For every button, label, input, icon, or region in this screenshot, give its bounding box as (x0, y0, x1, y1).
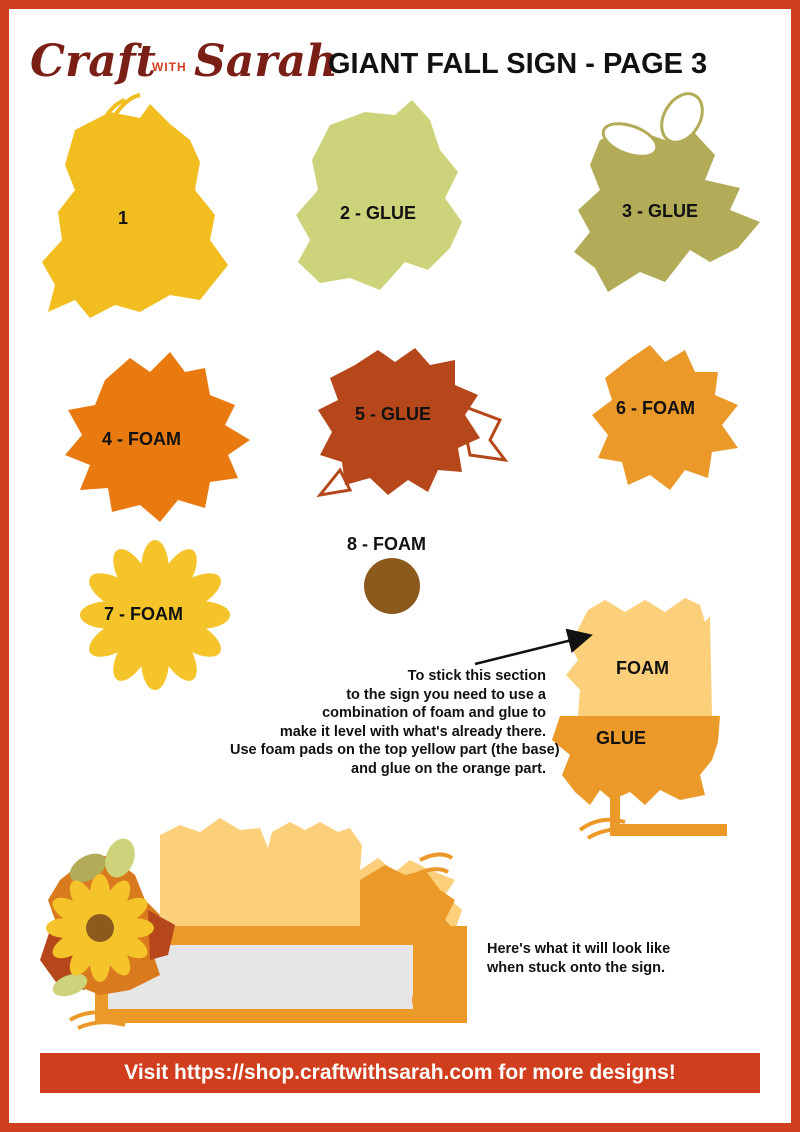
piece-4-label: 4 - FOAM (102, 429, 181, 449)
piece-2-shape (296, 100, 462, 290)
instruction-line: to the sign you need to use a (346, 686, 546, 703)
instruction-line: Use foam pads on the top yellow part (the base) (230, 742, 560, 759)
instruction-line: To stick this section (407, 668, 546, 684)
logo-with: WITH (152, 60, 187, 74)
piece-5-label: 5 - GLUE (355, 404, 432, 424)
logo-sarah: Sarah (194, 36, 338, 87)
preview-caption-line: when stuck onto the sign. (487, 960, 666, 976)
piece-8-label: 8 - FOAM (347, 534, 426, 554)
piece-3-shape (574, 86, 760, 292)
foam-part-label: FOAM (616, 658, 669, 678)
piece-3-label: 3 - GLUE (622, 201, 699, 221)
preview-caption-line: Here's what it will look like (487, 941, 671, 957)
page-title: GIANT FALL SIGN - PAGE 3 (328, 48, 708, 80)
footer-banner[interactable] (40, 1053, 760, 1093)
instruction-line: make it level with what's already there. (279, 723, 546, 740)
piece-1-shape (42, 95, 228, 318)
foam-glue-section-shape (552, 598, 727, 838)
glue-part-label: GLUE (596, 728, 647, 748)
piece-1-label: 1 (118, 208, 129, 228)
instruction-line: and glue on the orange part. (351, 760, 546, 777)
instructions-text (230, 667, 560, 779)
logo-craft: Craft (30, 36, 156, 87)
piece-8-shape (364, 558, 420, 614)
pointer-arrow (475, 636, 588, 664)
finished-sign-preview (40, 818, 467, 1028)
footer-link-text[interactable]: Visit https://shop.craftwithsarah.com for more designs! (124, 1061, 676, 1084)
preview-caption (487, 940, 670, 978)
instruction-line: combination of foam and glue to (322, 705, 546, 722)
piece-2-label: 2 - GLUE (340, 203, 417, 223)
piece-7-label: 7 - FOAM (104, 604, 183, 624)
piece-6-label: 6 - FOAM (616, 398, 695, 418)
